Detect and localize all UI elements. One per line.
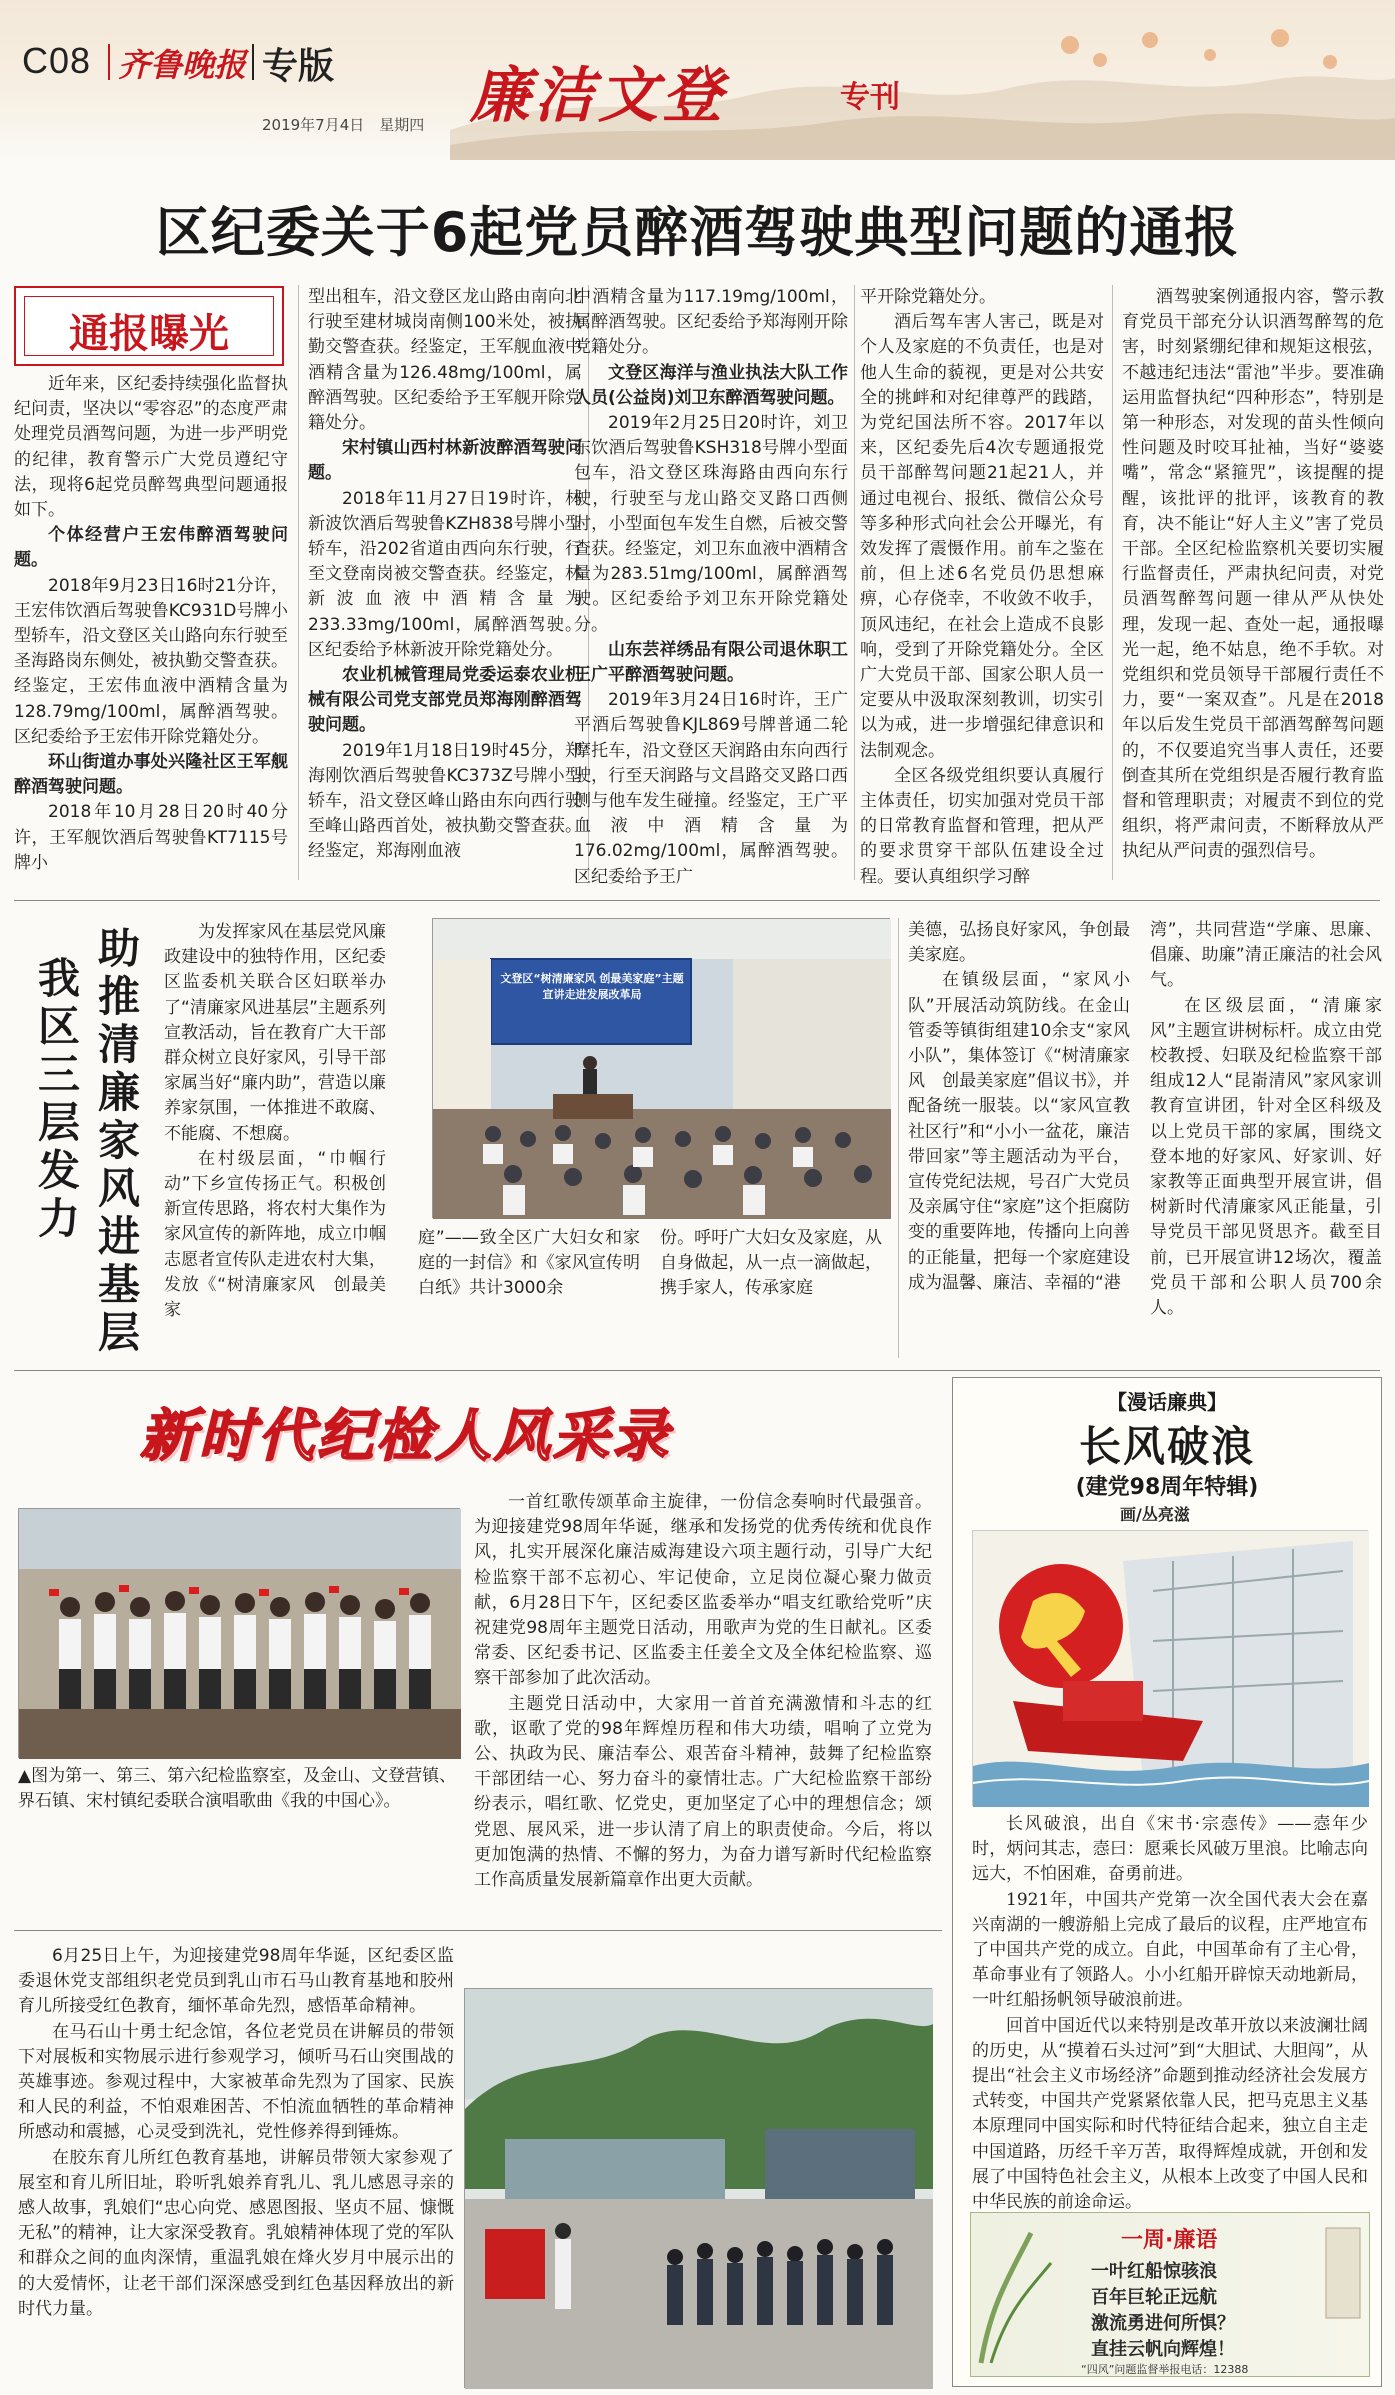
body-paragraph: 2018年10月28日20时40分许，王军舰饮酒后驾驶鲁KT7115号牌小 xyxy=(14,802,288,873)
divider xyxy=(1112,285,1113,880)
story3-right-text xyxy=(474,1490,932,1910)
ad-line: 百年巨轮正远航 xyxy=(1091,2287,1217,2308)
body-paragraph: 2018年11月27日19时许，林新波饮酒后驾驶鲁KZH838号牌小型轿车，沿202省道由西向东行驶，行至文登南岗被交警查获。经鉴定，林新波血液中酒精含量为233.33mg/100ml，属醉酒驾驶。区纪委给予林新波开除党籍处分。 xyxy=(308,488,582,660)
body-paragraph: 庭”——致全区广大妇女和家庭的一封信》和《家风宣传明白纸》共计3000余 xyxy=(418,1228,640,1299)
choir-image xyxy=(19,1509,461,1759)
divider xyxy=(108,44,110,80)
body-paragraph: 在村级层面，“巾帼行动”下乡宣传扬正气。积极创新宣传思路，将农村大集作为家风宣传的新阵地，成立巾帼志愿者宣传队走进农村大集，发放《“树清廉家风 创最美家 xyxy=(164,1148,386,1321)
story2-headline-2: 我区三层发力 xyxy=(38,954,81,1243)
story2-headline-1: 助推清廉家风进基层 xyxy=(98,924,141,1357)
subheading-paragraph: 农业机械管理局党委运泰农业机械有限公司党支部党员郑海刚醉酒驾驶问题。 xyxy=(308,665,582,736)
body-paragraph: 型出租车，沿文登区龙山路由南向北行驶至建材城岗南侧100米处，被执勤交警查获。经鉴定，王军舰血液中酒精含量为126.48mg/100ml，属醉酒驾驶。区纪委给予王军舰开除党籍处分。 xyxy=(308,287,582,434)
section-name: 专版 xyxy=(262,46,335,87)
lead-column-2 xyxy=(308,285,582,880)
story2-bottom-1 xyxy=(418,1226,640,1356)
body-paragraph: 中酒精含量为117.19mg/100ml，属醉酒驾驶。区纪委给予郑海刚开除党籍处分。 xyxy=(574,287,848,358)
story2-right-column-2 xyxy=(1150,918,1382,1358)
story3-headline: 新时代纪检人风采录 xyxy=(140,1403,671,1469)
body-paragraph: 主题党日活动中，大家用一首首充满激情和斗志的红歌，讴歌了党的98年辉煌历程和伟大功绩，唱响了立党为公、执政为民、廉洁奉公、艰苦奋斗精神，鼓舞了纪检监察干部团结一心、努力奋斗的豪情壮志。广大纪检监察干部纷纷表示，唱红歌、忆党史，更加坚定了心中的理想信念；颂党恩、展风采，进一步认清了肩上的职责使命。今后，将以更加饱满的热情、不懈的努力，为奋力谱写新时代纪检监察工作高质量发展新篇章作出更大贡献。 xyxy=(474,1693,932,1891)
sidebar-title: 长风破浪 xyxy=(1078,1422,1255,1471)
masthead xyxy=(0,0,1395,160)
sidebar-byline: 画/丛亮滋 xyxy=(1120,1505,1190,1524)
issue-date: 2019年7月4日 星期四 xyxy=(262,116,425,134)
lead-column-3 xyxy=(574,285,848,887)
ad-title: 一周·廉语 xyxy=(1121,2228,1218,2253)
body-paragraph: 美德，弘扬良好家风，争创最美家庭。 xyxy=(908,920,1130,966)
story3-photo-caption: ▲图为第一、第三、第六纪检监察室，及金山、文登营镇、界石镇、宋村镇纪委联合演唱歌曲《我的中国心》。 xyxy=(18,1766,457,1811)
ad-line: 一叶红船惊骇浪 xyxy=(1091,2261,1217,2282)
subheading-paragraph: 宋村镇山西村林新波醉酒驾驶问题。 xyxy=(308,438,582,484)
body-paragraph: 长风破浪，出自《宋书·宗悫传》——悫年少时，炳问其志，悫曰：愿乘长风破万里浪。比喻志向远大，不怕困难，奋勇前进。 xyxy=(972,1814,1368,1885)
divider xyxy=(854,285,855,880)
body-paragraph: 2019年2月25日20时许，刘卫东饮酒后驾驶鲁KSH318号牌小型面包车，沿文登区珠海路由西向东行驶，行驶至与龙山路交叉路口西侧时，小型面包车发生自燃，后被交警查获。经鉴定，刘卫东血液中酒精含量为283.51mg/100ml，属醉酒驾驶。区纪委给予刘卫东开除党籍处分。 xyxy=(574,413,848,635)
page-number: C08 xyxy=(22,40,92,81)
body-paragraph: 酒驾驶案例通报内容，警示教育党员干部充分认识酒驾醉驾的危害，时刻紧绷纪律和规矩这根弦，不越违纪违法“雷池”半步。要准确运用监督执纪“四种形态”，特别是第一种形态，对发现的苗头性倾向性问题及时咬耳扯袖，当好“婆婆嘴”，常念“紧箍咒”，该提醒的提醒，该批评的批评，该教育的教育，决不能让“好人主义”害了党员干部。全区纪检监察机关要切实履行监督责任，严肃执纪问责，对党员酒驾醉驾问题一律从严从快处理，发现一起、查处一起，通报曝光一起，绝不姑息，绝不手软。对党组织和党员领导干部履行责任不力，要“一案双查”。凡是在2018年以后发生党员干部酒驾醉驾问题的，不仅要追究当事人责任，还要倒查其所在党组织是否履行教育监督和管理职责；对履责不到位的党组织，将严肃问责，不断释放从严执纪从严问责的强烈信号。 xyxy=(1122,287,1384,862)
body-paragraph: 在马石山十勇士纪念馆，各位老党员在讲解员的带领下对展板和实物展示进行参观学习，倾听马石山突围战的英雄事迹。参观过程中，大家被革命先烈为了国家、民族和人民的利益，不怕艰难困苦、不怕流血牺牲的革命精神所感动和震撼，心灵受到洗礼，党性修养得到锤炼。 xyxy=(18,2021,454,2143)
meeting-hall-image xyxy=(433,919,891,1219)
divider xyxy=(298,285,299,880)
body-paragraph: 全区各级党组织要认真履行主体责任，切实加强对党员干部的日常教育监督和管理，把从严的要求贯穿干部队伍建设全过程。要认真组织学习醉 xyxy=(860,765,1104,887)
story2-bottom-2 xyxy=(660,1226,882,1356)
body-paragraph: 近年来，区纪委持续强化监督执纪问责，坚决以“零容忍”的态度严肃处理党员酒驾问题，为进一步严明党的纪律，教育警示广大党员遵纪守法，现将6起党员醉驾典型问题通报如下。 xyxy=(14,374,288,521)
body-paragraph: 在区级层面，“清廉家风”主题宣讲树标杆。成立由党校教授、妇联及纪检监察干部组成12人“昆嵛清风”家风家训教育宣讲团，针对全区科级及以上党员干部的家属，围绕文登本地的好家风、好家训、好家教等正面典型开展宣讲，倡树新时代清廉家风正能量，引导党员干部见贤思齐。截至目前，已开展宣讲12场次，覆盖党员干部和公职人员700余人。 xyxy=(1150,995,1382,1319)
lead-headline: 区纪委关于6起党员醉酒驾驶典型问题的通报 xyxy=(155,201,1240,264)
column-subtitle: 专刊 xyxy=(840,80,900,115)
red-boat-cartoon xyxy=(973,1531,1369,1807)
story3-bottom-text xyxy=(18,1944,454,2389)
divider xyxy=(252,44,254,80)
lead-column-1-text xyxy=(14,372,288,876)
body-paragraph: 6月25日上午，为迎接建党98周年华诞，区纪委区监委退休党支部组织老党员到乳山市石马山教育基地和胶州育儿所接受红色教育，缅怀革命先烈，感悟革命精神。 xyxy=(18,1946,454,2017)
subheading-paragraph: 文登区海洋与渔业执法大队工作人员(公益岗)刘卫东醉酒驾驶问题。 xyxy=(574,362,848,408)
body-paragraph: 在镇级层面，“家风小队”开展活动筑防线。在金山管委等镇街组建10余支“家风小队”，集体签订《“树清廉家风 创最美家庭”倡议书》，并配备统一服装。以“家风宣教社区行”和“小小一盆花，廉洁带回家”等主题活动为平台，宣传党纪法规，号召广大党员及亲属守住“家庭”这个拒腐防变的重要阵地，传播向上向善的正能量，把每一个家庭建设成为温馨、廉洁、幸福的“港 xyxy=(908,970,1130,1293)
body-paragraph: 2019年3月24日16时许，王广平酒后驾驶鲁KJL869号牌普通二轮摩托车，沿文登区天润路由东向西行驶，行至天润路与文昌路交叉路口西侧与他车发生碰撞。经鉴定，王广平血液中酒精含量为176.02mg/100ml，属醉酒驾驶。区纪委给予王广 xyxy=(574,690,848,887)
paper-name: 齐鲁晚报 xyxy=(118,46,247,84)
group-visit-image xyxy=(465,1989,933,2389)
column-title: 廉洁文登 xyxy=(470,61,726,131)
lead-tag-text: 通报曝光 xyxy=(69,310,229,357)
subheading-paragraph: 山东芸祥绣品有限公司退休职工王广平醉酒驾驶问题。 xyxy=(574,639,848,686)
ad-footer: “四风”问题监督举报电话：12388 xyxy=(1081,2363,1249,2376)
ad-line: 激流勇进何所惧？ xyxy=(1091,2313,1235,2334)
divider xyxy=(14,1930,942,1931)
body-paragraph: 在胶东育儿所红色教育基地，讲解员带领大家参观了展室和育儿所旧址，聆听乳娘养育乳儿、乳儿感恩寻亲的感人故事，乳娘们“忠心向党、感恩图报、坚贞不屈、慷慨无私”的精神，让大家深受教育。乳娘精神体现了党的军队和群众之间的血肉深情，重温乳娘在烽火岁月中展示出的的大爱情怀，让老干部们深深感受到红色基因释放出的新时代力量。 xyxy=(18,2147,454,2319)
lead-column-5 xyxy=(1122,285,1384,880)
story3-photo-1 xyxy=(18,1508,460,1758)
lead-tag xyxy=(14,286,284,366)
body-paragraph: 2018年9月23日16时21分许，王宏伟饮酒后驾驶鲁KC931D号牌小型轿车，沿文登区关山路向东行驶至圣海路岗东侧处，被执勤交警查获。经鉴定，王宏伟血液中酒精含量为128.79mg/100ml，属醉酒驾驶。区纪委给予王宏伟开除党籍处分。 xyxy=(14,575,288,747)
body-paragraph: 为发挥家风在基层党风廉政建设中的独特作用，区纪委区监委机关联合区妇联举办了“清廉家风进基层”主题系列宣教活动，旨在教育广大干部群众树立良好家风，引导干部家属当好“廉内助”，营造以廉养家氛围，一体推进不敢腐、不能腐、不想腐。 xyxy=(164,922,386,1144)
body-paragraph: 1921年，中国共产党第一次全国代表大会在嘉兴南湖的一艘游船上完成了最后的议程，庄严地宣布了中国共产党的成立。自此，中国革命有了主心骨，革命事业有了领路人。小小红船开辟惊天动地新局，一叶红船扬帆领导破浪前进。 xyxy=(972,1889,1368,2011)
sidebar-subtitle: (建党98周年特辑) xyxy=(1075,1475,1259,1500)
sidebar-kicker: 【漫话廉典】 xyxy=(1107,1390,1227,1414)
subheading-paragraph: 环山街道办事处兴隆社区王军舰醉酒驾驶问题。 xyxy=(14,752,288,798)
photo-banner-text: 文登区“树清廉家风 创最美家庭”主题宣讲走进发展改革局 xyxy=(500,972,684,1001)
subheading-paragraph: 个体经营户王宏伟醉酒驾驶问题。 xyxy=(14,525,288,571)
lead-column-4 xyxy=(860,285,1104,887)
body-paragraph: 湾”，共同营造“学廉、思廉、倡廉、助廉”清正廉洁的社会风气。 xyxy=(1150,920,1382,991)
cartoon-illustration xyxy=(972,1530,1368,1806)
divider xyxy=(14,1370,1380,1371)
lead-column-1 xyxy=(14,372,288,877)
ad-line: 直挂云帆向辉煌！ xyxy=(1091,2339,1235,2360)
ad-box xyxy=(970,2212,1370,2377)
story2-left-column xyxy=(164,920,386,1360)
body-paragraph: 2019年1月18日19时45分，郑海刚饮酒后驾驶鲁KC373Z号牌小型轿车，沿文登区峰山路由东向西行驶至峰山路西首处，被执勤交警查获。经鉴定，郑海刚血液 xyxy=(308,740,582,862)
sidebar-text xyxy=(972,1812,1368,2213)
body-paragraph: 酒后驾车害人害己，既是对个人及家庭的不负责任，也是对他人生命的藐视，更是对公共安全的挑衅和对纪律尊严的践踏，为党纪国法所不容。2017年以来，区纪委先后4次专题通报党员干部醉驾问题21起21人，并通过电视台、报纸、微信公众号等多种形式向社会公开曝光，有效发挥了震慑作用。前车之鉴在前，但上述6名党员仍思想麻痹，心存侥幸，不收敛不收手，顶风违纪，在社会上造成不良影响，受到了开除党籍处分。全区广大党员干部、国家公职人员一定要从中汲取深刻教训，切实引以为戒，进一步增强纪律意识和法制观念。 xyxy=(860,312,1104,761)
story2-photo xyxy=(432,918,890,1218)
body-paragraph: 平开除党籍处分。 xyxy=(860,287,996,307)
body-paragraph: 一首红歌传颂革命主旋律，一份信念奏响时代最强音。为迎接建党98周年华诞，继承和发扬党的优秀传统和优良作风，扎实开展深化廉洁威海建设六项主题行动，引导广大纪检监察干部不忘初心、牢记使命，立足岗位凝心聚力做贡献，6月28日下午，区纪委区监委举办“唱支红歌给党听”庆祝建党98周年主题党日活动，用歌声为党的生日献礼。区委常委、区纪委书记、区监委主任姜全文及全体纪检监察、巡察干部参加了此次活动。 xyxy=(474,1492,932,1689)
divider xyxy=(898,918,899,1358)
story3-photo-2 xyxy=(464,1988,932,2388)
body-paragraph: 份。呼吁广大妇女及家庭，从自身做起，从一点一滴做起，携手家人，传承家庭 xyxy=(660,1228,882,1299)
story2-right-column-1 xyxy=(908,918,1130,1358)
body-paragraph: 回首中国近代以来特别是改革开放以来波澜壮阔的历史，从“摸着石头过河”到“大胆试、大胆闯”，从提出“社会主义市场经济”命题到推动经济社会发展方式转变，中国共产党紧紧依靠人民，把马克思主义基本原理同中国实际和时代特征结合起来，独立自主走中国道路，历经千辛万苦，取得辉煌成就，开创和发展了中国特色社会主义，从根本上改变了中国人民和中华民族的前途命运。 xyxy=(972,2015,1368,2213)
divider xyxy=(14,900,1380,901)
